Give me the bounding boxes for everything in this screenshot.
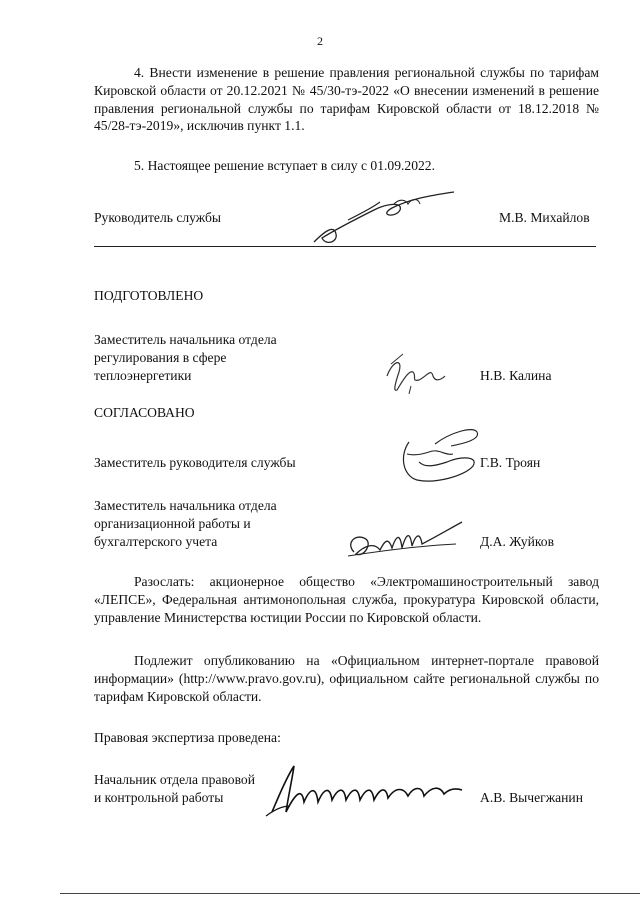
head-signature — [308, 188, 458, 250]
deputy-head-name: Г.В. Троян — [480, 455, 541, 470]
head-position: Руководитель службы — [94, 210, 222, 225]
prepared-signature — [383, 350, 449, 396]
deputy-head-signature — [395, 426, 480, 488]
legal-name: А.В. Вычегжанин — [480, 790, 583, 805]
prepared-position-line: Заместитель начальника отдела — [94, 332, 277, 347]
deputy-chief-signature — [344, 516, 468, 562]
deputy-chief-position-line: организационной работы и — [94, 515, 251, 531]
deputy-chief-position — [94, 497, 277, 550]
legal-position-line: и контрольной работы — [94, 789, 224, 805]
deputy-chief-position-line: Заместитель начальника отдела — [94, 498, 277, 513]
publication-paragraph: Подлежит опубликованию на «Официальном интернет-портале правовой информации» (http://www.pravo.gov.ru), официальном сайте региональной службы по тарифам Кировской области. — [94, 653, 599, 704]
deputy-chief-position-line: бухгалтерского учета — [94, 533, 218, 549]
prepared-heading: ПОДГОТОВЛЕНО — [94, 288, 204, 303]
deputy-head-position: Заместитель руководителя службы — [94, 455, 296, 470]
scan-bottom-edge — [60, 893, 640, 894]
expertise-line: Правовая экспертиза проведена: — [94, 730, 281, 745]
prepared-position-line: регулирования в сфере — [94, 349, 227, 365]
head-name: М.В. Михайлов — [499, 210, 590, 225]
page-number: 2 — [317, 34, 323, 48]
legal-position-line: Начальник отдела правовой — [94, 772, 256, 787]
head-signature-rule — [94, 246, 596, 247]
paragraph-item-4: 4. Внести изменение в решение правления региональной службы по тарифам Кировской области от 20.12.2021 № 45/30-тэ-2022 «О внесении изменений в решение правления региональной службы по тарифам Кировской области от 18.12.2018 № 45/28-тэ-2019», исключив пункт 1.1. — [94, 65, 599, 134]
legal-position — [94, 771, 255, 807]
distribution-paragraph: Разослать: акционерное общество «Электромашиностроительный завод «ЛЕПСЕ», Федеральная антимонопольная служба, прокуратура Кировской области, управление Министерства юстиции России по Кировской области. — [94, 574, 599, 625]
legal-signature — [262, 762, 467, 820]
paragraph-item-5: 5. Настоящее решение вступает в силу с 01.09.2022. — [134, 158, 435, 173]
deputy-chief-name: Д.А. Жуйков — [480, 534, 555, 549]
prepared-position-line: теплоэнергетики — [94, 367, 192, 383]
agreed-heading: СОГЛАСОВАНО — [94, 405, 195, 420]
prepared-position — [94, 331, 277, 384]
prepared-name: Н.В. Калина — [480, 368, 552, 383]
